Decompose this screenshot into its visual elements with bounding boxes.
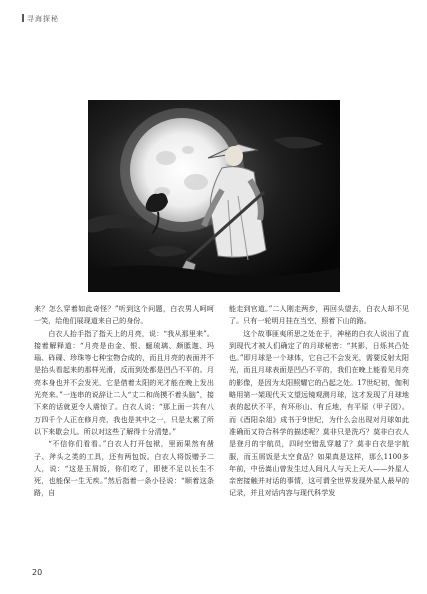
header-section-title: 寻海探秘 (27, 15, 59, 23)
moon-night-illustration (88, 100, 340, 292)
left-paragraph-1: 来？怎么穿着如此奇怪？”听到这个问题，白衣男人呵呵一笑，给他们展现道来自己的身份。 (34, 304, 214, 326)
page-number: 20 (32, 568, 43, 577)
right-paragraph-1: 能走到官道。”二人刚走两步，再回头望去，白衣人却不见了。只有一轮明月挂在当空，照着下山的路。 (229, 304, 409, 326)
illustration-svg (88, 100, 340, 292)
right-paragraph-2: 这个故事匪夷所思之处在于，神秘的白衣人说出了直到现代才被人们确定了的月球秘密：“其影，日烁其凸处也。”即月球是一个球体，它自己不会发光，需要反射太阳光，而且月球表面是凹凸不平的，我们在晚上能看见月亮的影像，是因为太阳照耀它的凸起之处。17世纪初，伽利略用第一架现代天文望远镜观测月球，这才发现了月球地表的起伏不平，有环形山、有丘地，有平原（甲子园）。而《酉阳杂俎》成书于9世纪，为什么会出现对月球如此准确而又符合科学的描述呢？莫非只是洗巧？莫非白衣人是登月的宇航员，四时空错乱穿越了？莫非白衣是宇航服，而玉屑饭是太空食品？如果真是这样，那么1100多年前，中岳嵩山曾发生过人间凡人与天上天人——外星人亲密接触并对话的事情，这可谓全世界发现外星人最早的记录，并且对话内容与现代科学发 (229, 328, 409, 498)
left-paragraph-2: 白衣人抬手指了指天上的月亮，说：“我从那里来”。接着解释道：“月亮是由金、银、蜒琉璃、颇胝迦、玛瑙、砗磲、珍珠等七种宝物合成的，而且月亮的表面并不是抬头看起来的那样光滑，反而到处都是凹凸不平的。月亮本身也并不会发光，它是借着太阳的光才能在晚上发出光亮来。”一连串的说辞让二人“丈二和尚摸不着头脑”，接下来的话就更令人震惊了。白衣人说：“那上面一共有八万四千个人正在修月亮，我也是其中之一，只是太累了所以下来歇会儿。所以对这些了解得十分清楚。” (34, 328, 214, 436)
header-bar (22, 14, 24, 22)
right-text-column (229, 303, 409, 500)
left-text-column (34, 303, 214, 500)
left-paragraph-3: “不信你们看看。”白衣人打开包袱，里面果然有凿子、斧头之类的工具，还有两包饭。白衣人将饭赠予二人，说：“这是玉屑饭，你们吃了，即使不足以长生不死，也能保一生无疾。”然后指着一条小径说：“顺着这条路，自 (34, 439, 214, 498)
running-header (22, 14, 59, 24)
